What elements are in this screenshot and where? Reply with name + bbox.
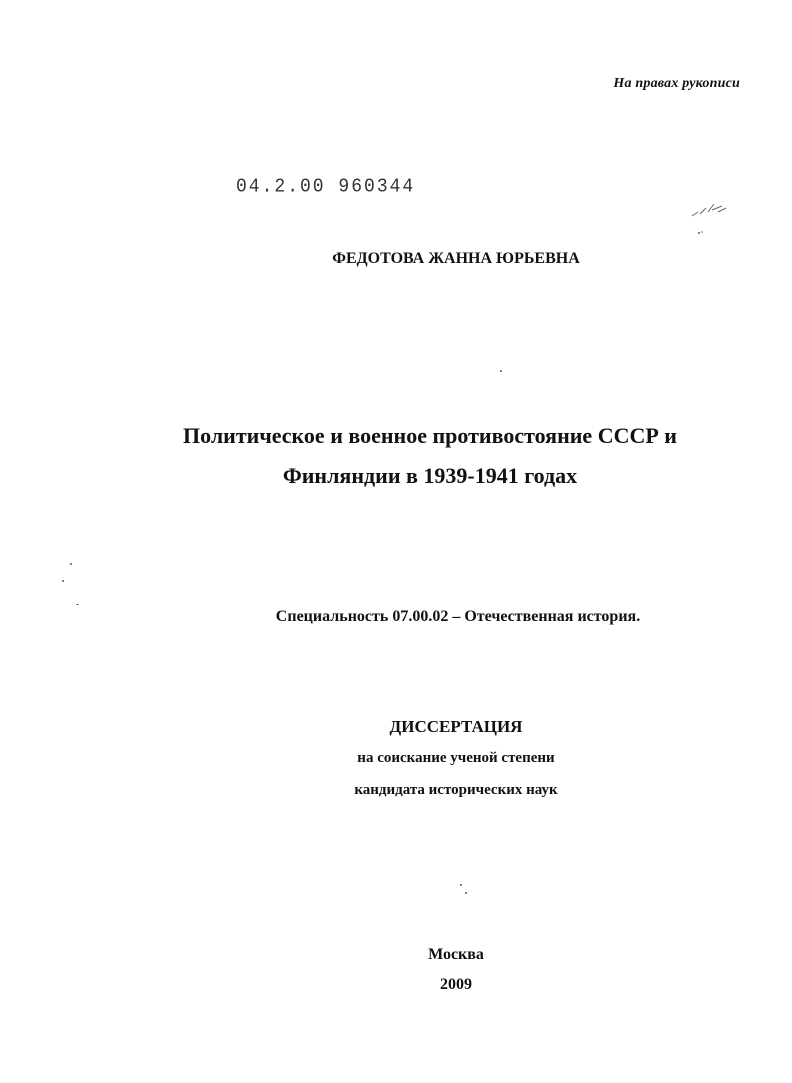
- rights-notice: На правах рукописи: [613, 76, 740, 91]
- scan-speck: [62, 580, 64, 582]
- scan-speck: [460, 884, 462, 886]
- title-line-1: Политическое и военное противостояние СССР и: [183, 423, 677, 448]
- year: 2009: [440, 976, 472, 993]
- document-type-heading: ДИССЕРТАЦИЯ: [389, 717, 523, 736]
- specialty-line: Специальность 07.00.02 – Отечественная история.: [275, 608, 641, 625]
- degree-line-1: на соискание ученой степени: [357, 750, 555, 766]
- registration-stamp: 04.2.00 960344: [236, 176, 416, 198]
- scan-speck: [76, 604, 79, 605]
- title-line-2: Финляндии в 1939-1941 годах: [282, 463, 578, 488]
- author-name: ФЕДОТОВА ЖАННА ЮРЬЕВНА: [332, 250, 580, 267]
- handwritten-mark: [688, 196, 732, 236]
- degree-line-2: кандидата исторических наук: [354, 782, 558, 798]
- scan-speck: [465, 892, 467, 894]
- scan-speck: [698, 232, 700, 234]
- dissertation-title: [34, 416, 792, 496]
- city: Москва: [428, 946, 484, 963]
- scan-speck: [70, 563, 72, 565]
- scan-speck: [500, 370, 502, 372]
